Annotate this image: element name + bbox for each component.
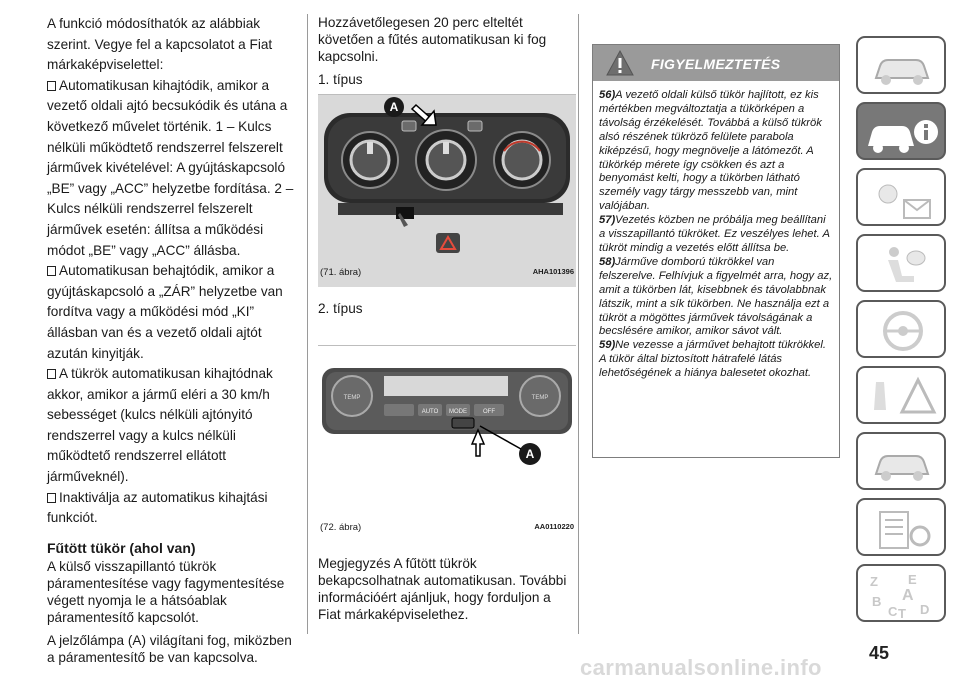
warning-triangle-icon bbox=[605, 49, 635, 77]
tab-steering-wheel[interactable] bbox=[856, 300, 946, 358]
warning-item: 56)A vezető oldali külső tükör hajlított, ez kis mértékben megváltoztatja a tükörképen a távolság érzékelését. Továbbá a külső tükrök alsó részének tükröző felülete parabola kiképzésű, hogy megnövelje a látómezőt. A tükörkép mérete így csökken és azt a benyomást kelti, hogy a tükörben látható személy vagy tárgy messzebb van, mint valójában. bbox=[599, 89, 822, 213]
column-separator bbox=[307, 14, 308, 634]
steering-wheel-icon bbox=[858, 302, 946, 358]
auto-button-label: AUTO bbox=[421, 409, 439, 415]
bullet-item: Automatikusan kihajtódik, amikor a vezető oldali ajtó becsukódik és utána a következő művelet történik. 1 – Kulcs nélküli működtető rendszerrel felszerelt járművek kivételével: A gyújtáskapcsoló „BE” vagy „ACC” helyzetbe fordítása. 2 – Kulcs nélküli rendszerrel felszerelt járművek esetén: állítsa a működési módot „BE” vagy „ACC” állásba. bbox=[47, 77, 294, 258]
checkbox-bullet-icon bbox=[47, 266, 56, 276]
column-separator bbox=[578, 14, 579, 634]
checkbox-bullet-icon bbox=[47, 81, 56, 91]
figure-code: AHA101396 bbox=[532, 267, 574, 276]
car-info-icon bbox=[858, 104, 946, 160]
note-paragraph: Megjegyzés A fűtött tükrök bekapcsolhatnak automatikusan. További információért ajánljuk, hogy forduljon a Fiat márkaképviselethez. bbox=[318, 556, 567, 622]
off-button-label: OFF bbox=[483, 409, 495, 415]
figure-caption: (72. ábra) bbox=[320, 522, 362, 533]
svg-text:Z: Z bbox=[870, 574, 878, 589]
temp-dial-left: TEMP bbox=[343, 395, 361, 401]
car-service-icon bbox=[858, 434, 946, 490]
warning-item: 57)Vezetés közben ne próbálja meg beállítani a visszapillantó tükröket. Ez veszélyes lehet. A tükröt mindig a vezetés előtt állítsa be. bbox=[599, 214, 830, 254]
warning-item: 59)Ne vezesse a járművet behajtott tükrökkel. A tükör által biztosított hátrafelé látás lehetőségének a hiánya balesetet okozhat. bbox=[599, 339, 826, 380]
svg-text:B: B bbox=[872, 594, 882, 609]
warning-header bbox=[593, 45, 839, 81]
tab-emergency[interactable] bbox=[856, 366, 946, 424]
type-label: 1. típus bbox=[318, 72, 363, 87]
text-column-left bbox=[47, 14, 299, 666]
car-dashboard-icon bbox=[858, 38, 946, 94]
tab-car-service[interactable] bbox=[856, 432, 946, 490]
text-column-middle bbox=[318, 14, 576, 623]
callout-a-label: A bbox=[389, 100, 399, 114]
body-paragraph: A jelzőlámpa (A) világítani fog, miközben a páramentesítő be van kapcsolva. bbox=[47, 632, 292, 665]
alphabetical-index-icon bbox=[858, 566, 946, 622]
intro-paragraph: A funkció módosíthatók az alábbiak szerint. Vegye fel a kapcsolatot a Fiat márkaképviselettel: bbox=[47, 16, 273, 73]
tab-airbag-seat[interactable] bbox=[856, 234, 946, 292]
climate-panel-type1-image bbox=[318, 95, 576, 287]
callout-a-label: A bbox=[525, 447, 535, 461]
figure-71 bbox=[318, 94, 576, 286]
section-heading: Fűtött tükör (ahol van) bbox=[47, 539, 196, 556]
body-paragraph: A külső visszapillantó tükrök páramentesítése vagy fagymentesítése végett nyomja le a hátsóablak páramentesítő kapcsolót. bbox=[47, 558, 285, 625]
svg-text:A: A bbox=[902, 587, 914, 604]
warning-panel bbox=[592, 44, 840, 458]
tab-alphabetical-index[interactable] bbox=[856, 564, 946, 622]
tab-dashboard[interactable] bbox=[856, 36, 946, 94]
figure-code: AA0110220 bbox=[534, 522, 574, 531]
temp-dial-right: TEMP bbox=[531, 395, 549, 401]
type-label: 2. típus bbox=[318, 301, 363, 316]
svg-text:C: C bbox=[888, 604, 898, 619]
emergency-triangle-icon bbox=[858, 368, 946, 424]
mode-button-label: MODE bbox=[449, 409, 467, 415]
svg-text:E: E bbox=[908, 572, 917, 587]
bullet-item: A tükrök automatikusan kihajtódnak akkor, amikor a jármű eléri a 30 km/h sebességet (kulcs nélküli ajtónyitó rendszerrel vagy a kulcs nélküli működtető rendszerrel ellátott járműveknél). bbox=[47, 366, 273, 485]
specifications-icon bbox=[858, 500, 946, 556]
warning-item: 58)Járműve domború tükrökkel van felszerelve. Felhívjuk a figyelmét arra, hogy az, amit a tükörben lát, kisebbnek és távolabbnak látszik, mint a sík tükörben. Ne használja ezt a tükröt a mögöttes járművek távolságának a becslésére amikor, amikor sávot vált. bbox=[599, 255, 833, 338]
body-paragraph: Hozzávetőlegesen 20 perc elteltét követően a fűtés automatikusan ki fog kapcsolni. bbox=[318, 15, 547, 64]
warning-title: FIGYELMEZTETÉS bbox=[651, 56, 781, 72]
page-number: 45 bbox=[869, 643, 890, 663]
bullet-item: Inaktiválja az automatikus kihajtási funkciót. bbox=[47, 489, 268, 526]
figure-caption: (71. ábra) bbox=[320, 267, 362, 278]
svg-text:T: T bbox=[898, 606, 906, 621]
warning-body bbox=[593, 81, 839, 381]
svg-text:D: D bbox=[920, 602, 930, 617]
figure-72 bbox=[318, 345, 576, 541]
tab-car-info[interactable] bbox=[856, 102, 946, 160]
tab-specifications[interactable] bbox=[856, 498, 946, 556]
airbag-seat-icon bbox=[858, 236, 946, 292]
tab-warning-lights[interactable] bbox=[856, 168, 946, 226]
warning-lights-icon bbox=[858, 170, 946, 226]
checkbox-bullet-icon bbox=[47, 493, 56, 503]
bullet-item: Automatikusan behajtódik, amikor a gyújtáskapcsoló a „ZÁR” helyzetbe van fordítva vagy a működési mód „KI” állásban van és a vezető oldali ajtót azután kinyitják. bbox=[47, 263, 283, 361]
checkbox-bullet-icon bbox=[47, 369, 56, 379]
warning-box bbox=[592, 44, 840, 458]
watermark-footer: carmanualsonline.info bbox=[580, 655, 822, 678]
climate-panel-type2-image bbox=[318, 346, 576, 542]
